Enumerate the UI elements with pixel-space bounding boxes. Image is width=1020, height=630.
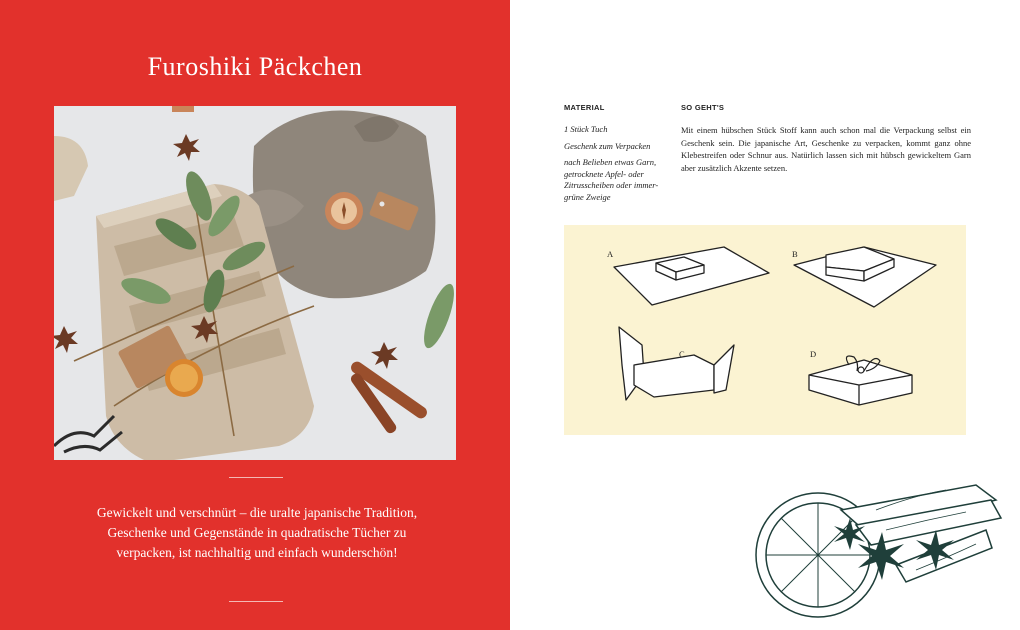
orange-cinnamon-illustration xyxy=(746,470,1008,620)
material-item: Geschenk zum Verpacken xyxy=(564,140,651,151)
page-title: Furoshiki Päckchen xyxy=(147,52,363,81)
decorative-drawing xyxy=(746,470,1008,620)
step-label-a: A xyxy=(607,249,614,259)
howto-heading: SO GEHT'S xyxy=(681,103,725,112)
step-label-b: B xyxy=(792,249,798,259)
material-list xyxy=(564,124,676,208)
step-label-c: C xyxy=(679,349,685,359)
photo-illustration xyxy=(54,106,456,460)
material-item: nach Belieben etwas Garn, getrocknete Apfel- oder Zitrusscheiben oder immer-grüne Zweige xyxy=(564,157,659,202)
step-label-d: D xyxy=(810,349,817,359)
furoshiki-photo xyxy=(54,106,456,460)
howto-text: Mit einem hübschen Stück Stoff kann auch schon mal die Verpackung selbst ein Geschenk sein. Die japanische Art, Geschenke zu verpacken, kommt ganz ohne Klebestreifen oder Schnur aus. Natürlich lassen sich mit hübsch gewickeltem Garn aber zusätzlich Akzente setzen. xyxy=(681,125,971,173)
folding-steps-panel xyxy=(564,225,966,435)
material-heading: MATERIAL xyxy=(564,103,605,112)
divider-bottom xyxy=(229,601,283,602)
folding-steps-illustration xyxy=(564,225,966,435)
material-item: 1 Stück Tuch xyxy=(564,124,608,134)
intro-text: Gewickelt und verschnürt – die uralte japanische Tradition, Geschenke und Gegenstände in quadratische Tücher zu verpacken, ist nachhaltig und einfach wunderschön! xyxy=(96,505,418,560)
divider-top xyxy=(229,477,283,478)
